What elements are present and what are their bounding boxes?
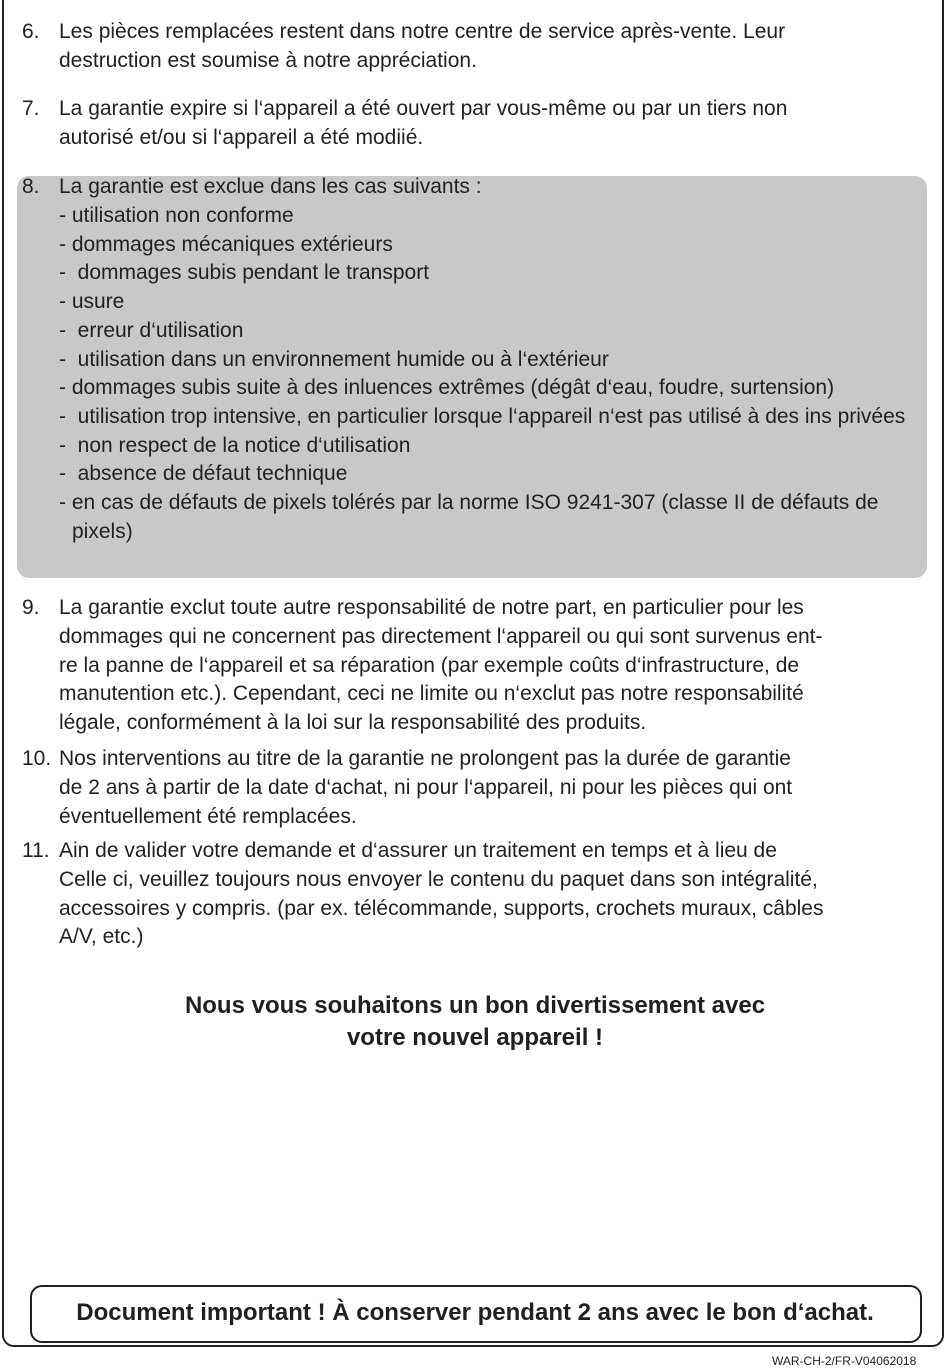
warranty-item-6 xyxy=(22,18,932,76)
warranty-item-11 xyxy=(22,837,932,952)
item-text: La garantie est exclue dans les cas suivants : xyxy=(59,175,482,198)
exclusion-item: - utilisation dans un environnement humide ou à l‘extérieur xyxy=(59,347,609,371)
exclusion-item: - utilisation trop intensive, en particulier lorsque l‘appareil n‘est pas utilisé à des ins privées xyxy=(59,404,906,428)
exclusion-item: - absence de défaut technique xyxy=(59,462,348,486)
closing-line-1: Nous vous souhaitons un bon divertissement avec xyxy=(184,992,766,1019)
item-text: Ain de valider votre demande et d‘assurer un traitement en temps et à lieu de Celle ci, veuillez toujours nous envoyer le contenu du paquet dans son intégralité, accessoires y compris. (par ex. télécommande, supports, crochets muraux, câbles A/V, etc.) xyxy=(59,839,824,949)
item-number: 10. xyxy=(22,747,52,770)
warranty-item-7 xyxy=(22,95,932,153)
item-number: 9. xyxy=(22,596,40,619)
closing-line-2: votre nouvel appareil ! xyxy=(346,1024,604,1051)
item-text: Les pièces remplacées restent dans notre centre de service après-vente. Leur destruction est soumise à notre appréciation. xyxy=(59,20,786,72)
exclusion-item: - dommages mécaniques extérieurs xyxy=(59,232,393,256)
item-text: La garantie exclut toute autre responsabilité de notre part, en particulier pour les dommages qui ne concernent pas directement l‘appareil ou qui sont survenus ent- re la panne de l‘appareil et sa réparation (par exemple coûts d‘infrastructure, de manutention etc.). Cependant, ceci ne limite ou n‘exclut pas notre responsabilité légale, conformément à la loi sur la responsabilité des produits. xyxy=(59,596,823,735)
item-text: Nos interventions au titre de la garantie ne prolongent pas la durée de garantie de 2 ans à partir de la date d‘achat, ni pour l‘appareil, ni pour les pièces qui ont éventuellement été remplacées. xyxy=(59,747,793,828)
exclusion-item: - dommages subis suite à des inluences extrêmes (dégât d‘eau, foudre, surtension) xyxy=(59,376,835,400)
exclusion-item: - erreur d‘utilisation xyxy=(59,318,244,342)
item-text: La garantie expire si l‘appareil a été ouvert par vous-même ou par un tiers non autorisé et/ou si l‘appareil a été modiié. xyxy=(59,97,788,149)
exclusions-list xyxy=(59,202,939,546)
exclusion-item: - usure xyxy=(59,290,125,314)
item-number: 8. xyxy=(22,175,40,198)
important-notice-text: Document important ! À conserver pendant 2 ans avec le bon d‘achat. xyxy=(76,1299,874,1326)
item-number: 7. xyxy=(22,97,40,120)
exclusion-item: - dommages subis pendant le transport xyxy=(59,261,430,285)
warranty-item-8 xyxy=(22,173,932,202)
item-number: 11. xyxy=(22,839,50,862)
exclusion-item: - en cas de défauts de pixels tolérés par la norme ISO 9241-307 (classe II de défauts de pixels) xyxy=(59,491,885,543)
warranty-item-10 xyxy=(22,745,932,831)
item-number: 6. xyxy=(22,20,40,43)
closing-message xyxy=(0,990,950,1054)
document-code: WAR-CH-2/FR-V04062018 xyxy=(772,1354,917,1368)
exclusion-item: - utilisation non conforme xyxy=(59,204,294,227)
warranty-item-9 xyxy=(22,594,932,738)
exclusion-item: - non respect de la notice d‘utilisation xyxy=(59,433,411,457)
